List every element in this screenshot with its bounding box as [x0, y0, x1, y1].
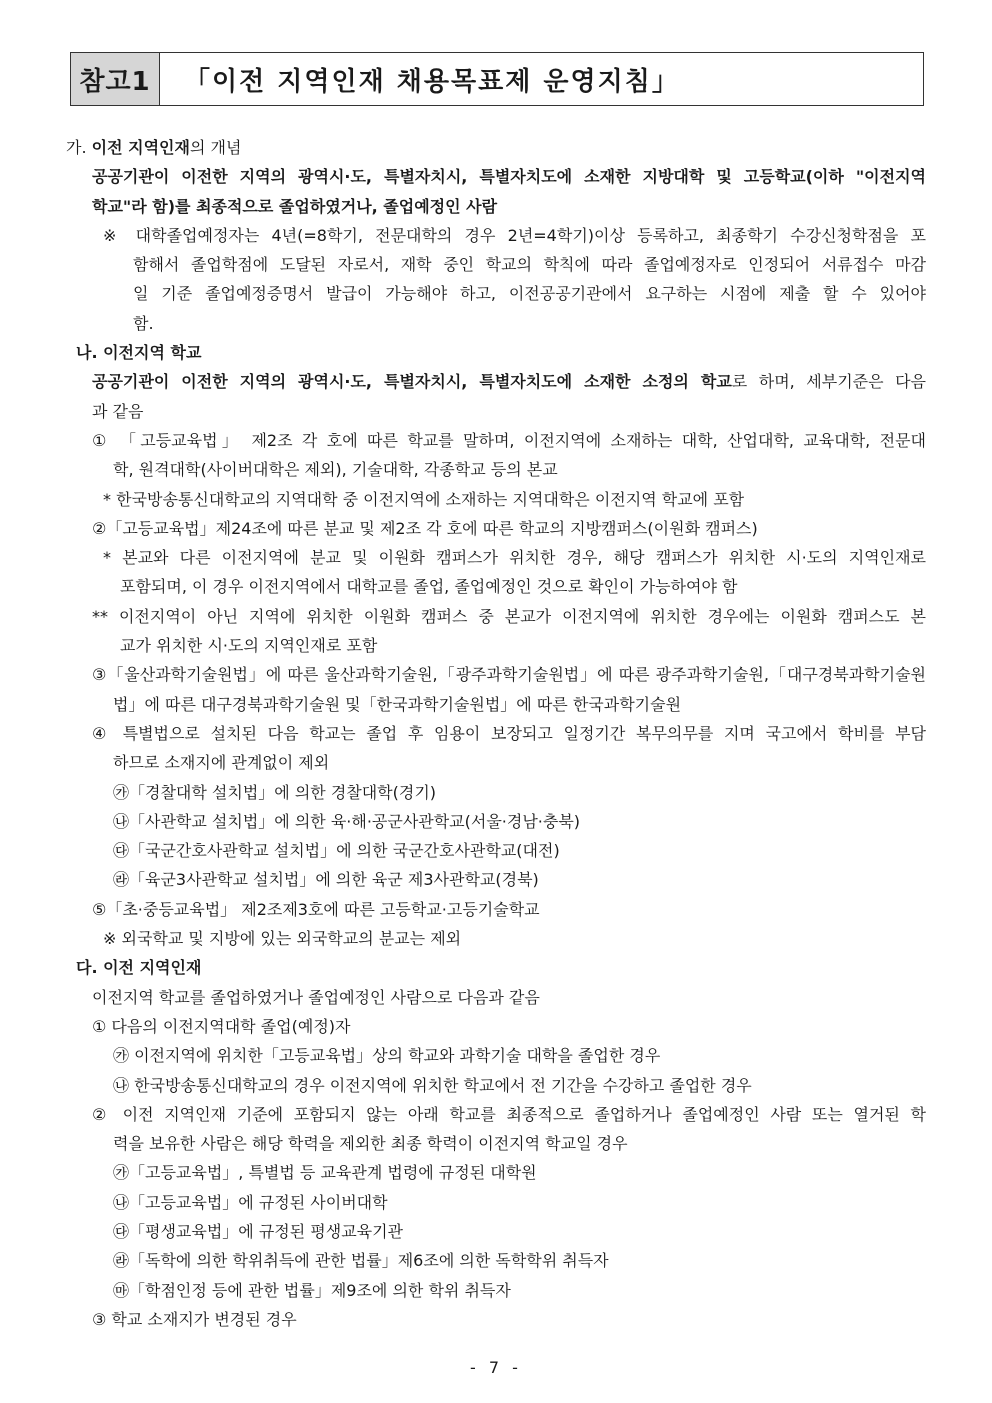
reference-label: 참고1: [71, 53, 160, 105]
section-heading-da: 다. 이전 지역인재: [76, 958, 202, 978]
sub-item: ㉯「사관학교 설치법」에 의한 육·해·공군사관학교(서울·경남·충북): [113, 811, 581, 831]
footnote-line: 교가 위치한 시·도의 지역인재로 포함: [120, 636, 378, 656]
sub-item: ㉲「학점인정 등에 관한 법률」제9조에 의한 학위 취득자: [113, 1280, 511, 1300]
paragraph-line: 과 같음: [92, 401, 144, 421]
list-item: ③ 학교 소재지가 변경된 경우: [92, 1309, 297, 1329]
sub-item: ㉰「평생교육법」에 규정된 평생교육기관: [113, 1221, 404, 1241]
paragraph-line: 공공기관이 이전한 지역의 광역시·도, 특별자치시, 특별자치도에 소재한 지방대학 및 고등학교(이하 "이전지역: [92, 167, 926, 187]
section-heading-na: 나. 이전지역 학교: [76, 343, 202, 363]
list-item: 학, 원격대학(사이버대학은 제외), 기술대학, 각종학교 등의 본교: [113, 460, 558, 480]
list-item: ④ 특별법으로 설치된 다음 학교는 졸업 후 임용이 보장되고 일정기간 복무의무를 지며 국고에서 학비를 부담: [92, 723, 926, 743]
list-item: ① 다음의 이전지역대학 졸업(예정)자: [92, 1016, 351, 1036]
sub-item: ㉯ 한국방송통신대학교의 경우 이전지역에 위치한 학교에서 전 기간을 수강하고 졸업한 경우: [113, 1075, 752, 1095]
sub-item: ㉱「육군3사관학교 설치법」에 의한 육군 제3사관학교(경북): [113, 870, 539, 890]
list-item: ③「울산과학기술원법」에 따른 울산과학기술원,「광주과학기술원법」에 따른 광주과학기술원,「대구경북과학기술원: [92, 665, 926, 685]
note-line: 일 기준 졸업예정증명서 발급이 가능해야 하고, 이전공공기관에서 요구하는 시점에 제출 할 수 있어야: [133, 284, 926, 304]
footnote-line: ** 이전지역이 아닌 지역에 위치한 이원화 캠퍼스 중 본교가 이전지역에 위치한 경우에는 이원화 캠퍼스도 본: [92, 606, 926, 626]
note-line: ※ 대학졸업예정자는 4년(=8학기, 전문대학의 경우 2년=4학기)이상 등록하고, 최종학기 수강신청학점을 포: [103, 225, 926, 245]
list-item: ⑤「초·중등교육법」 제2조제3호에 따른 고등학교·고등기술학교: [92, 899, 540, 919]
footnote-line: 포함되며, 이 경우 이전지역에서 대학교를 졸업, 졸업예정인 것으로 확인이 가능하여야 함: [120, 577, 738, 597]
paragraph-line: 이전지역 학교를 졸업하였거나 졸업예정인 사람으로 다음과 같음: [92, 987, 540, 1007]
footnote-line: * 본교와 다른 이전지역에 분교 및 이원화 캠퍼스가 위치한 경우, 해당 캠퍼스가 위치한 시·도의 지역인재로: [103, 548, 926, 568]
title-box: [70, 52, 924, 106]
note-line: 함.: [133, 313, 154, 333]
note-line: 함해서 졸업학점에 도달된 자로서, 재학 중인 학교의 학칙에 따라 졸업예정자로 인정되어 서류접수 마감: [133, 255, 926, 275]
paragraph-line: 학교"라 함)를 최종적으로 졸업하였거나, 졸업예정인 사람: [92, 196, 498, 216]
sub-item: ㉯「고등교육법」에 규정된 사이버대학: [113, 1192, 388, 1212]
list-item: ②「고등교육법」제24조에 따른 분교 및 제2조 각 호에 따른 학교의 지방캠퍼스(이원화 캠퍼스): [92, 518, 758, 538]
list-item: 력을 보유한 사람은 해당 학력을 제외한 최종 학력이 이전지역 학교일 경우: [113, 1134, 628, 1154]
page-title: 「이전 지역인재 채용목표제 운영지침」: [184, 66, 680, 97]
note-line: ※ 외국학교 및 지방에 있는 외국학교의 분교는 제외: [103, 929, 462, 949]
sub-item: ㉮ 이전지역에 위치한「고등교육법」상의 학교와 과학기술 대학을 졸업한 경우: [113, 1046, 661, 1066]
page-number: - 7 -: [470, 1358, 522, 1377]
footnote-line: * 한국방송통신대학교의 지역대학 중 이전지역에 소재하는 지역대학은 이전지역 학교에 포함: [103, 489, 745, 509]
sub-item: ㉱「독학에 의한 학위취득에 관한 법률」제6조에 의한 독학학위 취득자: [113, 1251, 609, 1271]
paragraph-line: 공공기관이 이전한 지역의 광역시·도, 특별자치시, 특별자치도에 소재한 소정의 학교로 하며, 세부기준은 다음: [92, 372, 926, 392]
section-heading-ga: 가. 이전 지역인재의 개념: [66, 138, 242, 157]
sub-item: ㉮「고등교육법」, 특별법 등 교육관계 법령에 규정된 대학원: [113, 1163, 537, 1183]
list-item: ① 「고등교육법」 제2조 각 호에 따른 학교를 말하며, 이전지역에 소재하는 대학, 산업대학, 교육대학, 전문대: [92, 430, 926, 450]
document-body: [0, 133, 992, 1334]
list-item: 법」에 따른 대구경북과학기술원 및「한국과학기술원법」에 따른 한국과학기술원: [113, 694, 682, 714]
list-item: ② 이전 지역인재 기준에 포함되지 않는 아래 학교를 최종적으로 졸업하거나 졸업예정인 사람 또는 열거된 학: [92, 1104, 926, 1124]
list-item: 하므로 소재지에 관계없이 제외: [113, 753, 330, 773]
sub-item: ㉰「국군간호사관학교 설치법」에 의한 국군간호사관학교(대전): [113, 841, 560, 861]
sub-item: ㉮「경찰대학 설치법」에 의한 경찰대학(경기): [113, 782, 437, 802]
